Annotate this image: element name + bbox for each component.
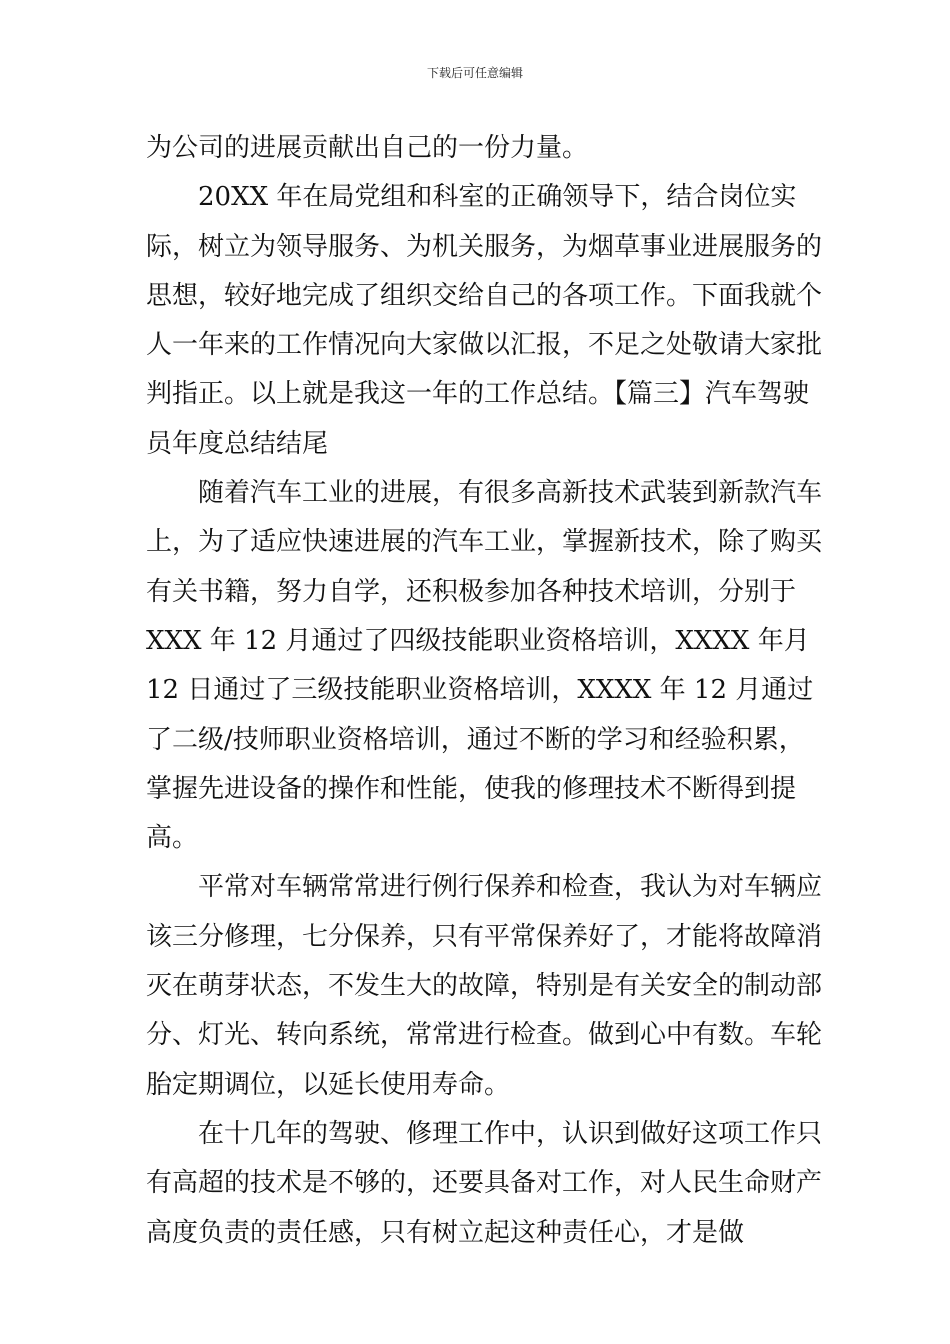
paragraph-2: 20XX 年在局党组和科室的正确领导下，结合岗位实际，树立为领导服务、为机关服务，为烟草事业进展服务的思想，较好地完成了组织交给自己的各项工作。下面我就个人一年来的工作情况向大家做以汇报，不足之处敬请大家批判指正。以上就是我这一年的工作总结。【篇三】汽车驾驶员年度总结结尾 bbox=[146, 182, 823, 459]
document-body bbox=[146, 124, 826, 1258]
page-header: 下载后可任意编辑 bbox=[426, 66, 523, 80]
paragraph-4: 平常对车辆常常进行例行保养和检查，我认为对车辆应该三分修理，七分保养，只有平常保养好了，才能将故障消灭在萌芽状态，不发生大的故障，特别是有关安全的制动部分、灯光、转向系统，常常进行检查。做到心中有数。车轮胎定期调位，以延长使用寿命。 bbox=[146, 872, 823, 1100]
paragraph-5: 在十几年的驾驶、修理工作中，认识到做好这项工作只有高超的技术是不够的，还要具备对工作，对人民生命财产高度负责的责任感，只有树立起这种责任心，才是做 bbox=[146, 1118, 823, 1248]
paragraph-3: 随着汽车工业的进展，有很多高新技术武装到新款汽车上，为了适应快速进展的汽车工业，掌握新技术，除了购买有关书籍，努力自学，还积极参加各种技术培训，分别于 XXX 年 12 月通过了四级技能职业资格培训，XXXX 年月 12 日通过了三级技能职业资格培训，XXXX 年 12 月通过了二级/技师职业资格培训，通过不断的学习和经验积累，掌握先进设备的操作和性能，使我的修理技术不断得到提高。 bbox=[146, 478, 823, 854]
paragraph-1: 为公司的进展贡献出自己的一份力量。 bbox=[146, 133, 589, 163]
